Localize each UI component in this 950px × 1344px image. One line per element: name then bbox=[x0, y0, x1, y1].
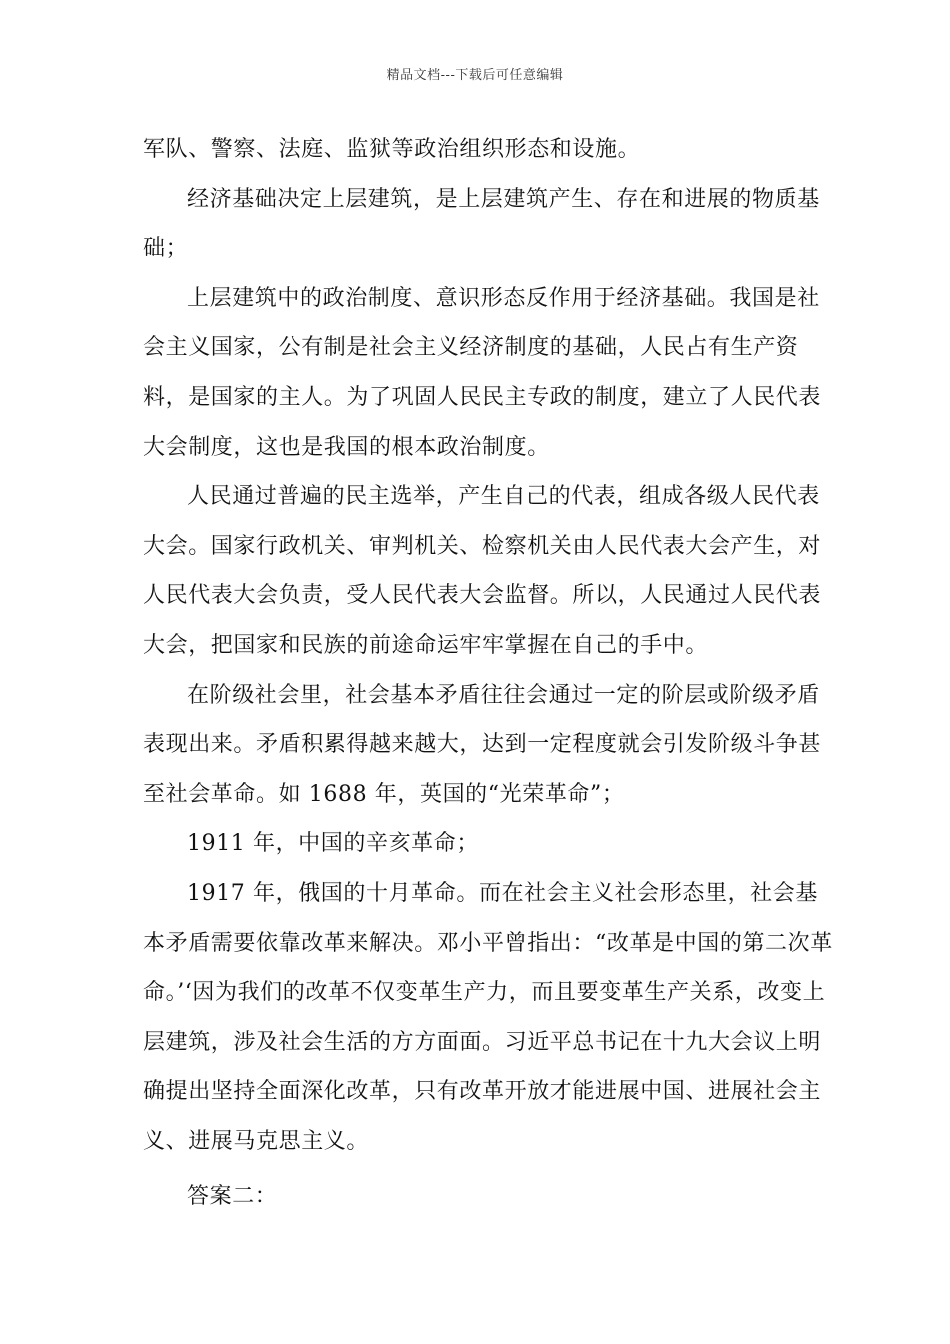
paragraph: 1917 年，俄国的十月革命。而在社会主义社会形态里，社会基本矛盾需要依靠改革来解决。邓小平曾指出：“改革是中国的第二次革命。’‘因为我们的改革不仅变革生产力，而且要变革生产关系，改变上层建筑，涉及社会生活的方方面面。习近平总书记在十九大会议上明确提出坚持全面深化改革，只有改革开放才能进展中国、进展社会主义、进展马克思主义。 bbox=[143, 880, 833, 1154]
paragraph: 在阶级社会里，社会基本矛盾往往会通过一定的阶层或阶级矛盾表现出来。矛盾积累得越来越大，达到一定程度就会引发阶级斗争甚至社会革命。如 1688 年，英国的“光荣革命”； bbox=[143, 682, 822, 807]
paragraph: 军队、警察、法庭、监狱等政治组织形态和设施。 bbox=[143, 137, 641, 162]
section-label: 答案二： bbox=[187, 1184, 278, 1210]
document-body bbox=[143, 125, 838, 1222]
paragraph: 人民通过普遍的民主选举，产生自己的代表，组成各级人民代表大会。国家行政机关、审判机关、检察机关由人民代表大会产生，对人民代表大会负责，受人民代表大会监督。所以，人民通过人民代表大会，把国家和民族的前途命运牢牢掌握在自己的手中。 bbox=[143, 484, 822, 658]
paragraph: 经济基础决定上层建筑，是上层建筑产生、存在和进展的物质基础； bbox=[143, 186, 820, 262]
paragraph: 上层建筑中的政治制度、意识形态反作用于经济基础。我国是社会主义国家，公有制是社会主义经济制度的基础，人民占有生产资料，是国家的主人。为了巩固人民民主专政的制度，建立了人民代表大会制度，这也是我国的根本政治制度。 bbox=[143, 285, 822, 460]
page-header: 精品文档---下载后可任意编辑 bbox=[386, 68, 564, 83]
paragraph: 1911 年，中国的辛亥革命； bbox=[187, 831, 479, 857]
